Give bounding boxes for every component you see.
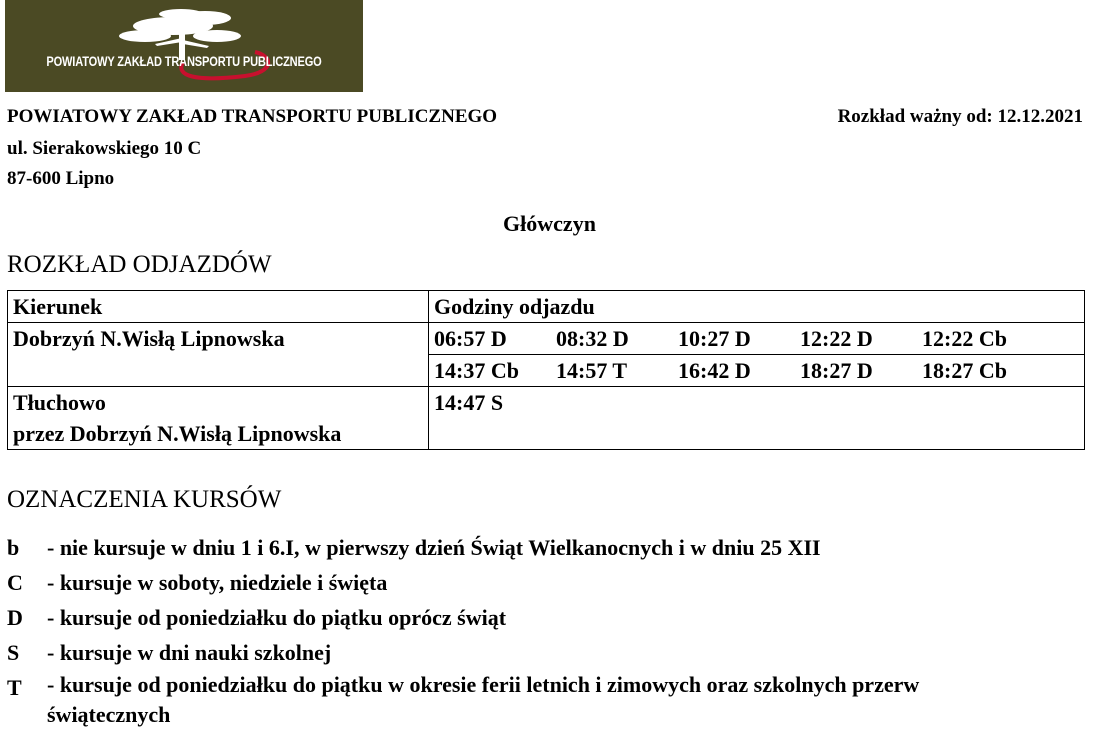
- legend-code: D: [7, 605, 23, 630]
- company-street: ul. Sierakowskiego 10 C: [7, 138, 202, 159]
- departure-time: 14:47 S: [434, 390, 504, 415]
- legend-code: C: [7, 570, 23, 595]
- direction-line: Dobrzyń N.Wisłą Lipnowska: [13, 326, 285, 351]
- times-cell: [429, 323, 1085, 387]
- col-times-header: Godziny odjazdu: [429, 291, 1085, 323]
- legend-code: b: [7, 535, 20, 560]
- departure-time: 18:27 D: [800, 358, 873, 383]
- legend-desc: - nie kursuje w dniu 1 i 6.I, w pierwszy dzień Świąt Wielkanocnych i w dniu 25 XII: [47, 535, 821, 560]
- departure-time: 14:57 T: [556, 358, 628, 383]
- departure-time: 08:32 D: [556, 326, 629, 351]
- company-name: POWIATOWY ZAKŁAD TRANSPORTU PUBLICZNEGO: [7, 106, 498, 127]
- tree-icon: [5, 0, 363, 92]
- direction-line: przez Dobrzyń N.Wisłą Lipnowska: [13, 421, 342, 446]
- departures-table: [7, 290, 1085, 450]
- legend-desc: - kursuje w soboty, niedziele i święta: [47, 570, 388, 595]
- legend-item: [7, 600, 1037, 635]
- departure-time: 10:27 D: [678, 326, 751, 351]
- logo-text: POWIATOWY ZAKŁAD TRANSPORTU PUBLICZNEGO: [46, 54, 322, 69]
- departure-time: 06:57 D: [434, 326, 507, 351]
- legend-desc: - kursuje od poniedziałku do piątku w okresie ferii letnich i zimowych oraz szkolnych przerw świątecznych: [47, 672, 920, 727]
- times-line: [429, 354, 1084, 386]
- times-line: [434, 387, 1079, 418]
- legend-item: [7, 635, 1037, 670]
- departure-time: 16:42 D: [678, 358, 751, 383]
- valid-from: Rozkład ważny od: 12.12.2021: [837, 106, 1083, 127]
- legend-item: [7, 670, 1037, 730]
- direction-cell: [8, 387, 429, 450]
- table-row: [8, 323, 1085, 387]
- departure-time: 18:27 Cb: [922, 358, 1007, 383]
- direction-cell: [8, 323, 429, 387]
- timetable-title: ROZKŁAD ODJAZDÓW: [7, 251, 272, 278]
- legend-code: S: [7, 640, 20, 665]
- times-line: [429, 323, 1084, 354]
- legend-item: [7, 530, 1037, 565]
- departure-time: 14:37 Cb: [434, 358, 519, 383]
- legend-desc: - kursuje w dni nauki szkolnej: [47, 640, 332, 665]
- company-city: 87-600 Lipno: [7, 168, 115, 189]
- legend-code: T: [7, 675, 22, 700]
- legend-item: [7, 565, 1037, 600]
- col-direction-header: Kierunek: [8, 291, 429, 323]
- company-logo: [5, 0, 363, 92]
- legend-title: OZNACZENIA KURSÓW: [7, 486, 282, 513]
- direction-line: Tłuchowo: [13, 390, 106, 415]
- times-cell: [429, 387, 1085, 450]
- table-header-row: [8, 291, 1085, 323]
- departure-time: 12:22 Cb: [922, 326, 1007, 351]
- stop-name: Główczyn: [503, 211, 596, 236]
- departure-time: 12:22 D: [800, 326, 873, 351]
- legend-desc: - kursuje od poniedziałku do piątku oprócz świąt: [47, 605, 507, 630]
- legend-list: [7, 530, 1037, 730]
- table-row: [8, 387, 1085, 450]
